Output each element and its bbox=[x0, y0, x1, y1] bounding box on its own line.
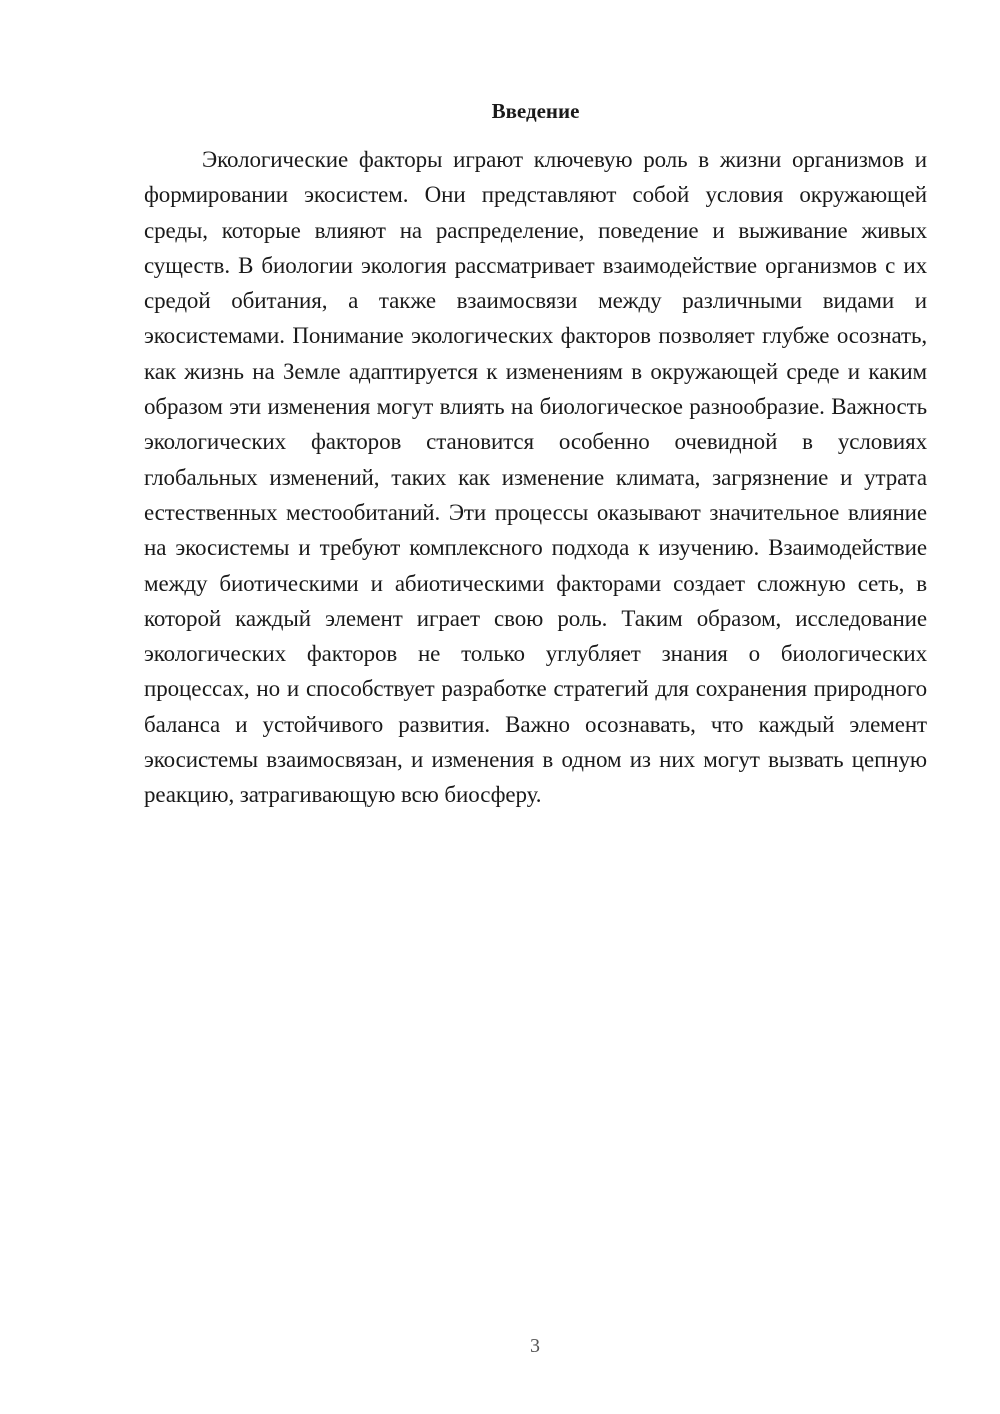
intro-paragraph: Экологические факторы играют ключевую роль в жизни организмов и формировании экосистем. Они представляют собой условия окружающей среды, которые влияют на распределение, поведение и выживание живых существ. В биологии экология рассматривает взаимодействие организмов с их средой обитания, а также взаимосвязи между различными видами и экосистемами. Понимание экологических факторов позволяет глубже осознать, как жизнь на Земле адаптируется к изменениям в окружающей среде и каким образом эти изменения могут влиять на биологическое разнообразие. Важность экологических факторов становится особенно очевидной в условиях глобальных изменений, таких как изменение климата, загрязнение и утрата естественных местообитаний. Эти процессы оказывают значительное влияние на экосистемы и требуют комплексного подхода к изучению. Взаимодействие между биотическими и абиотическими факторами создает сложную сеть, в которой каждый элемент играет свою роль. Таким образом, исследование экологических факторов не только углубляет знания о биологических процессах, но и способствует разработке стратегий для сохранения природного баланса и устойчивого развития. Важно осознавать, что каждый элемент экосистемы взаимосвязан, и изменения в одном из них могут вызвать цепную реакцию, затрагивающую всю биосферу. bbox=[144, 147, 927, 808]
page-title: Введение bbox=[491, 99, 580, 123]
page-number: 3 bbox=[530, 1335, 540, 1357]
